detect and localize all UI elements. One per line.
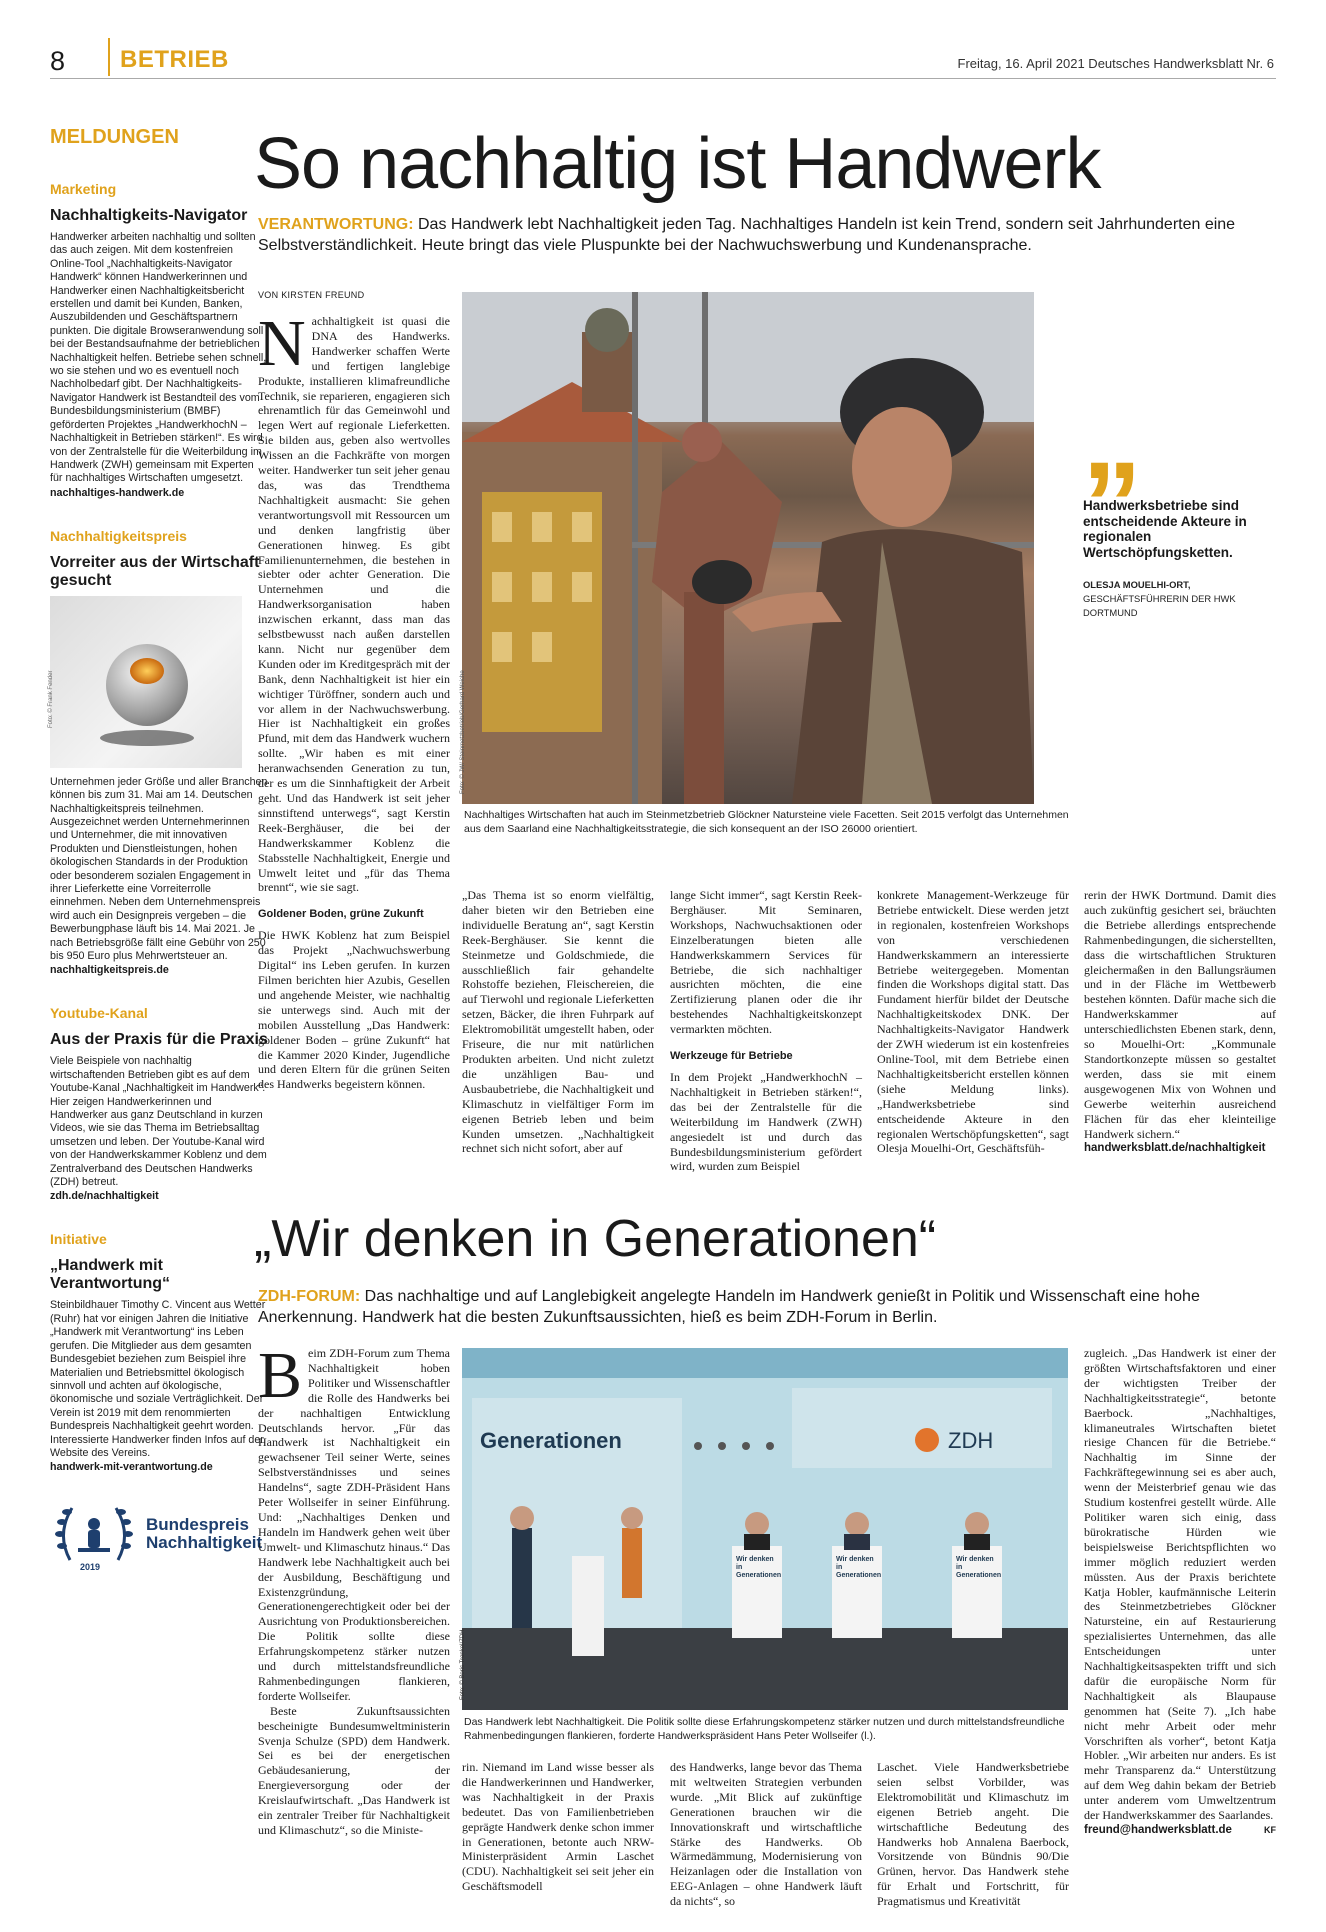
body-text: eim ZDH-Forum zum Thema Nachhaltigkeit hoben Politiker und Wissenschaftler die Rolle des Handwerks bei der nachhaltigen Entwicklung Deutschlands hervor. „Für das Handwerk ist Nachhaltigkeit ein gewachsener Teil seiner Werte, seines Selbstverständnisses und seines Handelns“, sagte ZDH-Präsident Hans Peter Wollseifer in seiner Einführung. Und: „Nachhaltiges Denken und Handeln im Handwerk gehen weit über Umwelt- und Klimaschutz hinaus.“ Das Handwerk lebe Nachhaltigkeit auch bei der Ausbildung, Beschäftigung und Existenzgründung, Generationengerechtigkeit oder bei der Ausrichtung von Produktionsbereichen. Die Politik sollte diese Erfahrungskompetenz stärker nutzen und durch mittelstandsfreundliche Rahmenbedingungen flankieren, forderte Wollseifer. (258, 1346, 450, 1703)
news-kicker: Nachhaltigkeitspreis (50, 527, 187, 544)
news-title: Aus der Praxis für die Praxis (50, 1031, 268, 1049)
news-sidebar (50, 126, 268, 1580)
header-divider (108, 38, 110, 76)
stonemason-photo (462, 292, 1034, 804)
page-number: 8 (50, 46, 66, 76)
news-body: Viele Beispiele von nachhaltig wirtschaftenden Betrieben gibt es auf dem Youtube-Kanal „Nachhaltigkeit im Handwerk“. Hier zeigen Handwerkerinnen und Handwerker aus ganz Deutschland in kurzen Videos, wie sie das Thema im Betriebsalltag umsetzen und leben. Der Youtube-Kanal wird von der Handwerkskammer Koblenz und dem Zentralverband des Deutschen Handwerks (ZDH) betreut. (50, 1055, 267, 1189)
lead-kicker: ZDH-FORUM: (258, 1288, 361, 1305)
quote-role: GESCHÄFTSFÜHRERIN DER HWK DORTMUND (1083, 593, 1236, 618)
byline: VON KIRSTEN FREUND (258, 290, 365, 300)
news-kicker: Initiative (50, 1231, 107, 1248)
news-item-nachhaltigkeitspreis (50, 528, 268, 978)
header-rule (50, 78, 1276, 79)
bundespreis-logo (50, 1490, 268, 1580)
drop-cap: N (258, 307, 306, 380)
news-link[interactable]: nachhaltiges-handwerk.de (50, 486, 185, 499)
body-text: Die HWK Koblenz hat zum Beispiel das Projekt „Nachwuchswerbung Digital“ ins Leben gerufen. In kurzen Filmen berichten hier Azubis, Gesellen und angehende Meister, wie nachhaltig sie unterwegs sind. Auch mit der mobilen Ausstellung „Das Handwerk: goldener Boden – grüne Zukunft“ hat die Kammer 2020 Kinder, Jugendliche und deren Eltern für die grünen Seiten des Handwerks begeistern können. (258, 928, 450, 1092)
subheading: Werkzeuge für Betriebe (670, 1050, 793, 1063)
news-body: Steinbildhauer Timothy C. Vincent aus Wetter (Ruhr) hat vor einigen Jahren die Initiative „Handwerk mit Verantwortung“ ins Leben gerufen. Die Mitglieder aus dem gesamten Bundesgebiet beziehen zum Beispiel ihre Materialien und Betriebsmittel ökologisch sinnvoll und achten auf ökologische, ökonomische und soziale Verträglichkeit. Der Verein ist 2019 mit dem renommierten Bundespreis Nachhaltigkeit geehrt worden. Interessierte Handwerker finden Infos auf der Website des Vereins. (50, 1299, 266, 1459)
award-year: 2019 (80, 1562, 101, 1573)
article-column-5 (1084, 1346, 1276, 1838)
pull-quote: Handwerksbetriebe sind entscheidende Akteure in regionalen Wertschöpfungsketten. (1083, 498, 1247, 560)
article-column-1 (258, 1339, 450, 1838)
photo-caption: Das Handwerk lebt Nachhaltigkeit. Die Politik sollte diese Erfahrungskompetenz stärker nutzen und durch mittelstandsfreundliche Rahmenbedingungen flankieren, forderte Handwerkspräsident Hans Peter Wollseifer (l.). (464, 1716, 1065, 1742)
author-initials: KF (1264, 1825, 1276, 1835)
photo-caption: Nachhaltiges Wirtschaften hat auch im Steinmetzbetrieb Glöckner Natursteine viele Facetten. Seit 2015 verfolgt das Unternehmen aus dem Saarland eine Nachhaltigkeitsstrategie, die sich konsequent an der ISO 26000 orientiert. (464, 809, 1069, 835)
news-title: Vorreiter aus der Wirtschaft gesucht (50, 553, 260, 589)
podium-label: Wir denken in Generationen (736, 1556, 782, 1579)
award-name: Bundespreis Nachhaltigkeit (146, 1515, 263, 1553)
quote-name: OLESJA MOUELHI-ORT, (1083, 579, 1191, 590)
news-item-initiative (50, 1231, 268, 1474)
photo-credit: Foto: © JW/ Steinmetzbetrieb/Gerhard Weiche (460, 670, 466, 794)
news-link[interactable]: zdh.de/nachhaltigkeit (50, 1190, 159, 1203)
stage-backdrop-text: Generationen (480, 1428, 622, 1453)
article-link[interactable]: handwerksblatt.de/nachhaltigkeit (1084, 1142, 1266, 1155)
body-text: Beste Zukunftsaussichten bescheinigte Bundesumweltministerin Svenja Schulze (SPD) dem Handwerk. Sei es bei der energetischen Gebäudesanierung, der Energieversorgung oder der Kreislaufwirtschaft. „Das Handwerk ist ein zentraler Treiber für Nachhaltigkeit und Klimaschutz“, so die Ministe- (258, 1703, 450, 1837)
photo-credit: Foto: © Boris Trenkel/ZDH (460, 1629, 466, 1700)
subheading: Goldener Boden, grüne Zukunft (258, 908, 424, 921)
body-text: zugleich. „Das Handwerk ist einer der größten Wirtschaftsfaktoren und einer der wichtigsten Treiber der Nachhaltigkeitsstrategie“, betonte Baerbock. „Nachhaltiges, klimaneutrales Wirtschaften bietet riesige Chancen für die Betriebe.“ Nachhaltig im Sinne der Fachkräftegewinnung sei es aber auch, wenn der Meisterbrief genau wie das Studium kostenfrei gestellt würde. Alle Politiker waren sich einig, dass bürokratische Hürden wie beispielsweise Berichtspflichten wo immer möglich reduziert werden müssten. Aus der Praxis berichtete Katja Hobler, kaufmännische Leiterin des Steinmetzbetriebes Glöckner Natursteine, ein auf Restaurierung spezialisiertes Unternehmen, das alle Entscheidungen unter Nachhaltigkeitsaspekten trifft und sich dafür die europäische Norm für Nachhaltigkeit als Blaupause genommen hat (Seite 7). „Ich habe nicht mehr Arbeit oder mehr Vorschriften als vorher“, betont Katja Hobler. „Wir arbeiten nur anders. Es ist mehr Transparenz da.“ Unterstützung auf dem Weg dahin bekam der Betrieb unter anderem vom Umweltzentrum der Handwerkskammer des Saarlandes. (1084, 1346, 1276, 1823)
news-title: Nachhaltigkeits-Navigator (50, 207, 248, 224)
article-column-1 (258, 307, 450, 1092)
main-headline: So nachhaltig ist Handwerk (254, 124, 1101, 204)
article-column-3 (670, 888, 862, 1174)
news-link[interactable]: nachhaltigkeitspreis.de (50, 964, 169, 977)
body-text: achhaltigkeit ist quasi die DNA des Handwerks. Handwerker schaffen Werte und fertigen langlebige Produkte, installieren klimafreundliche Technik, sie reparieren, engagieren sich ehrenamtlich für das Gemeinwohl und legen Wert auf regionale Lieferketten. Sie bilden aus, geben also wertvolles Wissen an die Fachkräfte von morgen weiter. Handwerker tun seit jeher genau das, was das Trendthema Nachhaltigkeit ausmacht: Sie gehen verantwortungsvoll mit Ressourcen um und denken langfristig über Generationen hinweg. Es gibt Familienunternehmen, die bestehen in siebter oder achter Generation. Die Unternehmen und die Handwerksorganisation haben inzwischen erkannt, dass man das selbstbewusst nach außen darstellen kann. Nicht nur gegenüber dem Kunden oder im Kreditgespräch mit der Bank, denn Nachhaltigkeit ist hier ein wichtiger Türöffner, sondern auch und vor allem in der Nachwuchswerbung. Hier ist Nachhaltigkeit ein großes Pfund, mit dem das Handwerk wuchern sollte. „Wir haben es mit einer heranwachsenden Generation zu tun, der es um die Sinnhaftigkeit der Arbeit geht. Und das Handwerk ist seit jeher sinnstiftend unterwegs“, sagt Kerstin Reek-Berghäuser, die bei der Handwerkskammer Koblenz die Stabsstelle Nachhaltigkeit, Energie und Umwelt leitet und „für das Thema brennt“, wie sie sagt. (258, 314, 450, 895)
article-column-4: konkrete Management-Werkzeuge für Betriebe entwickelt. Diese werden jetzt in regionalen, kostenfreien Workshops von verschiedenen Handwerkskammern an interessierte Betriebe weitergegeben. Momentan finden die Workshops digital statt. Das Fundament hierfür bildet der Deutsche Nachhaltigkeitskodex DNK. Der Nachhaltigkeits-Navigator Handwerk der ZWH wiederum ist ein kostenfreies Online-Tool, mit dem Betriebe einen Nachhaltigkeitsbericht erstellen können (siehe Meldung links). „Handwerksbetriebe sind entscheidende Akteure in den regionalen Wertschöpfungsketten“, sagt Olesja Mouelhi-Ort, Geschäftsfüh- (877, 888, 1069, 1156)
news-link[interactable]: handwerk-mit-verantwortung.de (50, 1461, 213, 1474)
quote-mark-icon: „ (1082, 370, 1142, 504)
news-item-youtube (50, 1005, 268, 1203)
podium-label: Wir denken in Generationen (956, 1556, 1002, 1579)
section-title: BETRIEB (120, 46, 229, 73)
sidebar-heading: MELDUNGEN (50, 126, 179, 148)
author-email[interactable]: freund@handwerksblatt.de (1084, 1824, 1232, 1836)
dateline: Freitag, 16. April 2021 Deutsches Handwerksblatt Nr. 6 (957, 56, 1274, 71)
article-column-4: Laschet. Viele Handwerksbetriebe seien selbst Vorbilder, was Elektromobilität und Klimaschutz im eigenen Betrieb angeht. Die wirtschaftliche Bedeutung des Handwerks hob Annalena Baerbock, Vorsitzende von Bündnis 90/Die Grünen, hervor. Das Handwerk stehe für Erhalt und Fortschritt, für Pragmatismus und Kreativität (877, 1760, 1069, 1909)
zdh-forum-photo (462, 1348, 1068, 1710)
zdh-logo: ZDH (948, 1428, 994, 1453)
body-text: lange Sicht immer“, sagt Kerstin Reek-Berghäuser. Mit Seminaren, Workshops, Nachwuchsaktionen oder Einzelberatungen bieten alle Handwerkskammern Services für Betriebe, die sich nachhaltiger ausrichten möchten, die eine Zertifizierung planen oder die ihr bestehendes Nachhaltigkeitskonzept vermarkten möchten. (670, 888, 862, 1037)
drop-cap: B (258, 1339, 303, 1412)
lead-kicker: VERANTWORTUNG: (258, 216, 414, 233)
news-body: Handwerker arbeiten nachhaltig und sollten das auch zeigen. Mit dem kostenfreien Online-Tool „Nachhaltigkeits-Navigator Handwerk“ können Handwerkerinnen und Handwerker einen Nachhaltigkeitsbericht erstellen und damit bei Kunden, Banken, Auszubildenden und Geschäftspartnern punkten. Die digitale Browseranwendung soll bei der Bestandsaufnahme der betrieblichen Nachhaltigkeit helfen. Betriebe sehen schnell, wo sie stehen und wo es eventuell noch Nachholbedarf gibt. Der Nachhaltigkeits-Navigator Handwerk ist Bestandteil des vom Bundesbildungsministerium (BMBF) geförderten Projektes „HandwerkhochN – Nachhaltigkeit in Betrieben stärken!“. Es wird von der Zentralstelle für die Weiterbildung im Handwerk (ZWH) gemeinsam mit Experten für nachhaltiges Wirtschaften umgesetzt. (50, 231, 267, 485)
award-trophy-image (50, 596, 242, 768)
news-body: Unternehmen jeder Größe und aller Branchen können bis zum 31. Mai am 14. Deutschen Nachhaltigkeitspreis teilnehmen. Ausgezeichnet werden Unternehmerinnen und Unternehmer, die mit innovativen Produkten und Dienstleistungen, hohen ökologischen Standards in der Produktion oder besonderem sozialen Engagement in ihrer Lieferkette eine Vorreiterrolle einnehmen. Neben dem Unternehmenspreis wird auch ein Designpreis vergeben – die Bewerbungphase läuft bis 14. Mai 2021. Je nach Betriebsgröße fällt eine Gebühr von 250 bis 950 Euro plus Mehrwertsteuer an. (50, 775, 268, 962)
lead-text: Das Handwerk lebt Nachhaltigkeit jeden Tag. Nachhaltiges Handeln ist kein Trend, sondern seit Jahrhunderten eine Selbstverständlichkeit. Heute bringt das viele Pluspunkte bei der Nachwuchswerbung und Kundenansprache. (258, 216, 1236, 254)
news-title: „Handwerk mit Verantwortung“ (50, 1257, 171, 1293)
news-kicker: Marketing (50, 181, 117, 197)
article-column-3: des Handwerks, lange bevor das Thema mit weltweiten Strategien verbunden wurde. „Mit Blick auf zukünftige Generationen brauchen wir die Innovationskraft und wirtschaftliche Stärke des Handwerks. Ob Wärmedämmung, Modernisierung von Heizanlagen oder die Installation von EEG-Anlagen – ohne Handwerk läuft da nichts“, so (670, 1760, 862, 1909)
news-kicker: Youtube-Kanal (50, 1005, 148, 1022)
photo-credit: Foto: © Frank Fender (48, 670, 54, 728)
second-headline: „Wir denken in Generationen“ (254, 1210, 937, 1268)
podium-label: Wir denken in Generationen (836, 1556, 882, 1579)
quote-attribution (1083, 578, 1283, 620)
article-column-2: rin. Niemand im Land wisse besser als die Handwerkerinnen und Handwerker, was Nachhaltigkeit in der Praxis bedeutet. Das von Familienbetrieben geprägte Handwerk denke schon immer in Generationen, betonte auch NRW-Ministerpräsident Armin Laschet (CDU). Nachhaltigkeit sei seit jeher ein Geschäftsmodell (462, 1760, 654, 1894)
article-column-2: „Das Thema ist so enorm vielfältig, daher bieten wir den Betrieben eine individuelle Beratung an“, sagt Kerstin Reek-Berghäuser. Sie kennt die Steinmetze und Goldschmiede, die ausschließlich fair gehandelte Rohstoffe beziehen, Fleischereien, die auf Tierwohl und regionale Lieferketten setzen, Bäcker, die ihren Fuhrpark auf Elektromobilität umgestellt haben, oder Friseure, die nur mit natürlichen Produkten arbeiten. Und nicht zuletzt die unzähligen Bau- und Ausbaubetriebe, die Nachhaltigkeit und Klimaschutz in vielfältiger Form im eigenen Betrieb leben und beim Kunden umsetzen. „Nachhaltigkeit rechnet sich nicht sofort, aber auf (462, 888, 654, 1156)
news-item-marketing (50, 181, 268, 500)
body-text: In dem Projekt „HandwerkhochN – Nachhaltigkeit in Betrieben stärken!“, das bei der Zentralstelle für die Weiterbildung im Handwerk (ZWH) angesiedelt ist und durch das Bundesbildungsministerium gefördert wird, wurden zum Beispiel (670, 1069, 862, 1174)
lead-paragraph (258, 214, 1278, 256)
lead-paragraph (258, 1286, 1278, 1328)
body-text: rerin der HWK Dortmund. Damit dies auch zukünftig gesichert sei, bräuchten die Betriebe allerdings entsprechende Rahmenbedingungen, die sicherstellten, dass die wirtschaftlichen Strukturen gleichermaßen in den Ballungsräumen und in der Fläche im Wettbewerb bestehen könnten. Dafür mache sich die Handwerkskammer auf unterschiedlichsten Ebenen stark, denn, so Mouelhi-Ort: „Kommunale Standortkonzepte müssen so gestaltet werden, dass sie mit einem ausgewogenen Mix von Wohnen und Gewerbe weiterhin ausreichend Flächen für das eher kleinteilige Handwerk sichern.“ (1084, 888, 1276, 1141)
article-column-5 (1084, 888, 1276, 1156)
lead-text: Das nachhaltige und auf Langlebigkeit angelegte Handeln im Handwerk genießt in Politik und Wissenschaft eine hohe Anerkennung. Handwerk hat die besten Zukunftsaussichten, hieß es beim ZDH-Forum in Berlin. (258, 1288, 1200, 1326)
